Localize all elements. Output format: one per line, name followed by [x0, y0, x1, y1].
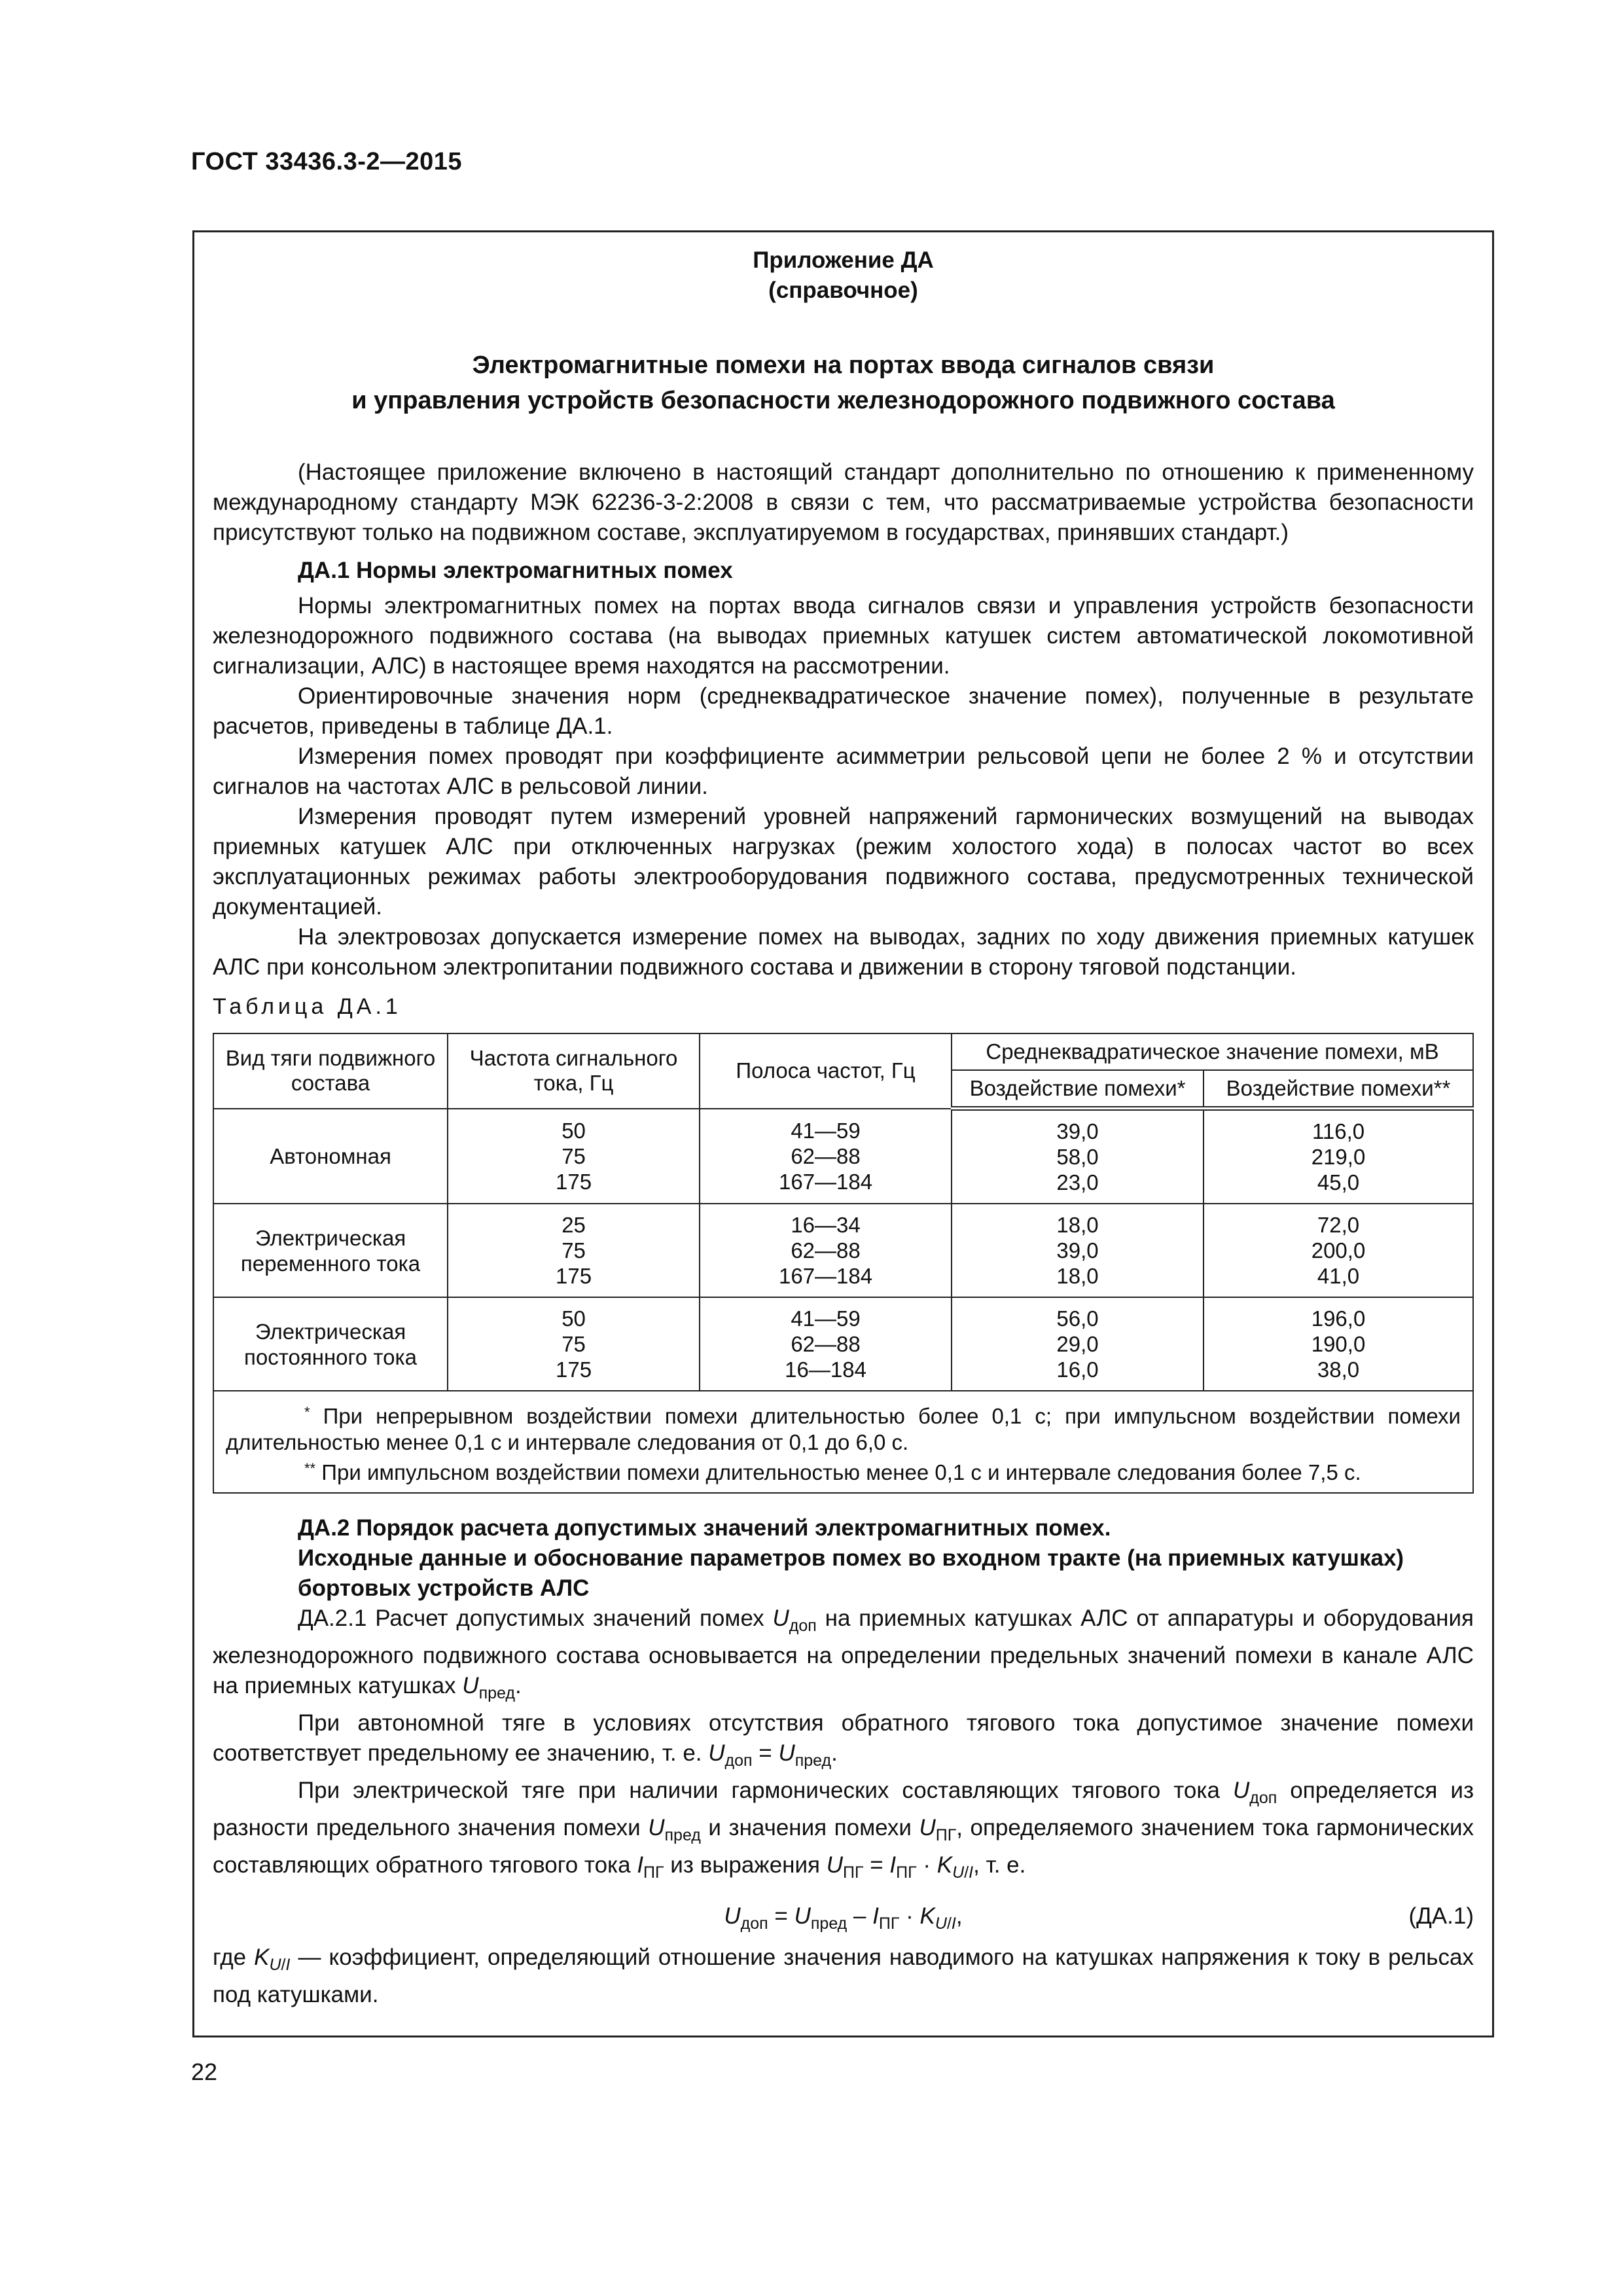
header-signal-frequency: Частота сигнального тока, Гц — [448, 1033, 700, 1109]
cell-band: 16—34 62—88 167—184 — [700, 1204, 952, 1297]
cell-value-2: 72,0 200,0 41,0 — [1204, 1204, 1473, 1297]
section2-paragraph-3: При электрической тяге при наличии гармонических составляющих тягового тока $U_{доп}$ определяется из разности предельного значения помехи $U_{пред}$ и значения помехи $U_{ПГ}$, определяемого значением тока гармонических составляющих обратного тягового тока $I_{ПГ}$ из выражения $U_{ПГ} = I_{ПГ} \cdot K_{U/I}$, т. е. — [213, 1778, 1474, 1882]
cell-frequency: 25 75 175 — [448, 1204, 700, 1297]
text-span: При автономной тяге в условиях отсутствия обратного тягового тока допустимое значение помехи соответствует предельному ее значению, т. е. — [213, 1710, 1474, 1766]
section2-paragraph-2: При автономной тяге в условиях отсутствия обратного тягового тока допустимое значение помехи соответствует предельному ее значению, т. е. $U_{доп} = U_{пред}$. — [213, 1710, 1474, 1770]
cell-value-2: 196,0 190,0 38,0 — [1204, 1297, 1473, 1391]
formula-da1 — [213, 1897, 1474, 1943]
cell-frequency: 50 75 175 — [448, 1297, 700, 1391]
cell-traction-type: Автономная — [213, 1109, 448, 1204]
text-span: на приемных катушках АЛС от аппаратуры и оборудования железнодорожного подвижного состава основывается на определении предельных значений помехи в канале АЛС на приемных катушках — [213, 1605, 1474, 1698]
cell-value-1: 18,0 39,0 18,0 — [952, 1204, 1204, 1297]
table-footnotes — [213, 1391, 1473, 1493]
footnote-2 — [226, 1456, 1461, 1486]
cell-band: 41—59 62—88 167—184 — [700, 1109, 952, 1204]
footnote-2-text: При импульсном воздействии помехи длительностью менее 0,1 с и интервале следования более 7,5 с. — [321, 1460, 1361, 1484]
header-traction-type: Вид тяги подвижного состава — [213, 1033, 448, 1109]
table-row — [213, 1109, 1473, 1204]
cell-value-2: 116,0 219,0 45,0 — [1204, 1109, 1473, 1204]
text-span: , определяемого значением тока гармонических составляющих обратного тягового тока — [213, 1815, 1474, 1878]
section1-heading: ДА.1 Нормы электромагнитных помех — [298, 558, 733, 583]
section1-paragraph-2: Ориентировочные значения норм (среднеквадратическое значение помех), полученные в результате расчетов, приведены в таблице ДА.1. — [213, 683, 1474, 739]
section1-paragraph-5: На электровозах допускается измерение помех на выводах, задних по ходу движения приемных катушек АЛС при консольном электропитании подвижного состава и движении в сторону тяговой подстанции. — [213, 924, 1474, 980]
section2-paragraph-1: ДА.2.1 Расчет допустимых значений помех $U_{доп}$ на приемных катушках АЛС от аппаратуры и оборудования железнодорожного подвижного состава основывается на определении предельных значений помехи в канале АЛС на приемных катушках $U_{пред}$. — [213, 1605, 1474, 1702]
table-caption: Таблица ДА.1 — [213, 994, 402, 1019]
text-span: из выражения — [664, 1852, 827, 1878]
cell-frequency: 50 75 175 — [448, 1109, 700, 1204]
cell-traction-type: Электрическая постоянного тока — [213, 1297, 448, 1391]
section2-paragraph-4: где $K_{U/I}$ — коэффициент, определяющий отношение значения наводимого на катушках напряжения к току в рельсах под катушками. — [213, 1945, 1474, 2007]
formula-expression: $U_{доп} = U_{пред} - I_{ПГ} \cdot K_{U/I}$, — [724, 1903, 963, 1933]
text-span: и значения помехи — [700, 1815, 919, 1840]
text-span: где — [213, 1945, 255, 1970]
appendix-frame — [192, 230, 1494, 2037]
section2-heading — [213, 1513, 1474, 1604]
text-span: — коэффициент, определяющий отношение значения наводимого на катушках напряжения к току в рельсах под катушками. — [213, 1945, 1474, 2007]
section2-heading-line1: ДА.2 Порядок расчета допустимых значений электромагнитных помех. — [298, 1515, 1111, 1541]
text-span: При электрической тяге при наличии гармонических составляющих тягового тока — [298, 1778, 1233, 1803]
page-number: 22 — [191, 2058, 218, 2085]
appendix-title: Приложение ДА — [753, 247, 934, 273]
section1-paragraph-1: Нормы электромагнитных помех на портах ввода сигналов связи и управления устройств безопасности железнодорожного подвижного состава (на выводах приемных катушек систем автоматической локомотивной сигнализации, АЛС) в настоящее время находятся на рассмотрении. — [213, 593, 1474, 679]
norms-table — [213, 1033, 1474, 1494]
section1-paragraph-4: Измерения проводят путем измерений уровней напряжений гармонических возмущений на выводах приемных катушек АЛС при отключенных нагрузках (режим холостого хода) в полосах частот во всех эксплуатационных режимах работы электрооборудования подвижного состава, предусмотренных технической документацией. — [213, 804, 1474, 920]
section1-paragraph-3: Измерения помех проводят при коэффициенте асимметрии рельсовой цепи не более 2 % и отсутствии сигналов на частотах АЛС в рельсовой линии. — [213, 744, 1474, 799]
cell-band: 41—59 62—88 16—184 — [700, 1297, 952, 1391]
main-title-line1: Электромагнитные помехи на портах ввода сигналов связи — [472, 351, 1215, 379]
cell-value-1: 56,0 29,0 16,0 — [952, 1297, 1204, 1391]
text-span: ДА.2.1 Расчет допустимых значений помех — [298, 1605, 773, 1631]
table-footnote-row — [213, 1391, 1473, 1493]
header-frequency-band: Полоса частот, Гц — [700, 1033, 952, 1109]
intro-paragraph: (Настоящее приложение включено в настоящий стандарт дополнительно по отношению к примененному международному стандарту МЭК 62236-3-2:2008 в связи с тем, что рассматриваемые устройства безопасности присутствуют только на подвижном составе, эксплуатируемом в государствах, принявших стандарт.) — [213, 459, 1474, 545]
text-span: , т. е. — [973, 1852, 1026, 1878]
footnote-1 — [226, 1399, 1461, 1456]
cell-value-1: 39,0 58,0 23,0 — [952, 1109, 1204, 1204]
header-impact-2: Воздействие помехи** — [1204, 1070, 1473, 1109]
table-row — [213, 1204, 1473, 1297]
formula-number: (ДА.1) — [1408, 1903, 1474, 1929]
footnote-1-text: При непрерывном воздействии помехи длительностью более 0,1 с; при импульсном воздействии помехи длительностью менее 0,1 с и интервале следования от 0,1 до 6,0 с. — [226, 1404, 1461, 1454]
table-body — [213, 1109, 1473, 1494]
footnote-2-mark: ** — [304, 1460, 316, 1477]
text-span: определяется из разности предельного значения помехи — [213, 1778, 1474, 1840]
footnote-1-mark: * — [304, 1404, 310, 1420]
header-impact-1: Воздействие помехи* — [952, 1070, 1204, 1109]
main-title-line2: и управления устройств безопасности железнодорожного подвижного состава — [351, 387, 1335, 414]
document-code: ГОСТ 33436.3-2—2015 — [191, 148, 463, 175]
main-title — [213, 348, 1474, 418]
appendix-content — [213, 232, 1474, 2036]
header-rms-group: Среднеквадратическое значение помехи, мВ — [952, 1033, 1473, 1070]
table-row — [213, 1297, 1473, 1391]
section2-heading-line2: Исходные данные и обоснование параметров помех во входном тракте (на приемных катушках) бортовых устройств АЛС — [298, 1545, 1404, 1601]
appendix-subtitle: (справочное) — [768, 278, 918, 303]
cell-traction-type: Электрическая переменного тока — [213, 1204, 448, 1297]
